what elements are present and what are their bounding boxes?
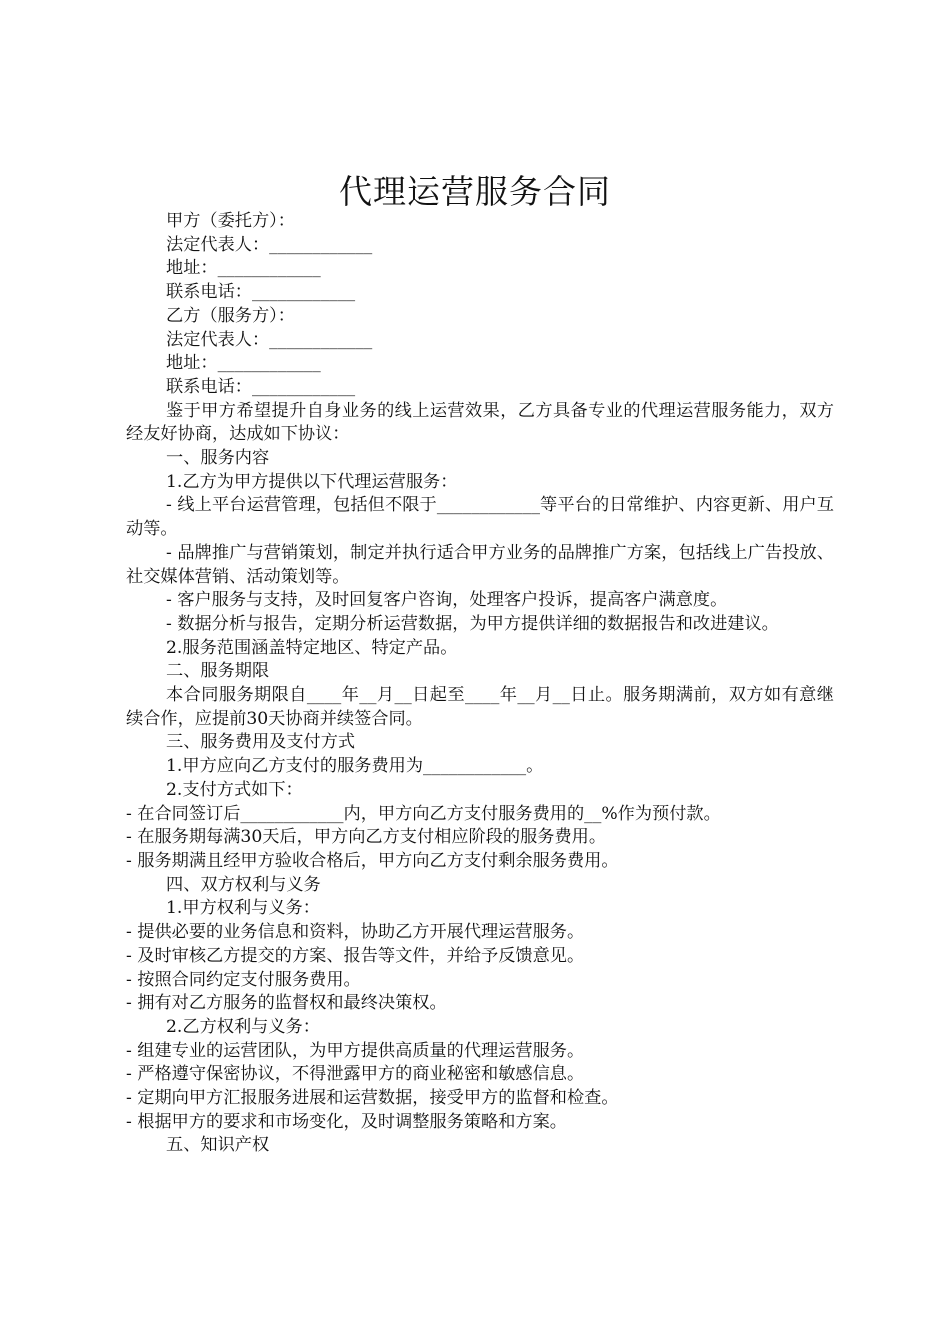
contract-line: 二、服务期限 bbox=[166, 661, 270, 682]
contract-paragraph: 鉴于甲方希望提升自身业务的线上运营效果，乙方具备专业的代理运营服务能力，双方经友好协商，达成如下协议： bbox=[126, 400, 834, 445]
contract-paragraph: - 线上平台运营管理，包括但不限于____________等平台的日常维护、内容更新、用户互动等。 bbox=[126, 495, 834, 540]
contract-line: 甲方（委托方）： bbox=[166, 211, 295, 231]
contract-line: 1.甲方应向乙方支付的服务费用为____________。 bbox=[166, 756, 544, 777]
contract-line: - 严格遵守保密协议，不得泄露甲方的商业秘密和敏感信息。 bbox=[126, 1064, 585, 1085]
contract-line: 1.乙方为甲方提供以下代理运营服务： bbox=[166, 471, 458, 492]
contract-line: 1.甲方权利与义务： bbox=[166, 898, 320, 919]
contract-line: - 拥有对乙方服务的监督权和最终决策权。 bbox=[126, 993, 447, 1014]
contract-line: 2.支付方式如下： bbox=[166, 779, 303, 800]
contract-line: 四、双方权利与义务 bbox=[166, 874, 321, 895]
contract-line: - 定期向甲方汇报服务进展和运营数据，接受甲方的监督和检查。 bbox=[126, 1088, 619, 1109]
contract-paragraph: - 数据分析与报告，定期分析运营数据，为甲方提供详细的数据报告和改进建议。 bbox=[166, 613, 779, 634]
contract-line: - 按照合同约定支付服务费用。 bbox=[126, 969, 361, 990]
contract-line: 地址：____________ bbox=[166, 258, 321, 279]
contract-line: 法定代表人：____________ bbox=[166, 329, 373, 350]
contract-line: - 提供必要的业务信息和资料，协助乙方开展代理运营服务。 bbox=[126, 922, 585, 943]
contract-line: 五、知识产权 bbox=[166, 1135, 270, 1156]
contract-paragraph: 本合同服务期限自____年__月__日起至____年__月__日止。服务期满前，双方如有意继续合作，应提前30天协商并续签合同。 bbox=[126, 685, 834, 729]
contract-line: - 根据甲方的要求和市场变化，及时调整服务策略和方案。 bbox=[126, 1111, 567, 1132]
contract-line: 联系电话：____________ bbox=[166, 282, 356, 303]
contract-line: - 服务期满且经甲方验收合格后，甲方向乙方支付剩余服务费用。 bbox=[126, 850, 619, 871]
contract-line: 联系电话：____________ bbox=[166, 376, 356, 397]
contract-line: - 在合同签订后____________内，甲方向乙方支付服务费用的__%作为预付款。 bbox=[126, 803, 721, 824]
contract-line: - 在服务期每满30天后，甲方向乙方支付相应阶段的服务费用。 bbox=[126, 827, 607, 848]
contract-line: 三、服务费用及支付方式 bbox=[166, 732, 356, 753]
contract-line: 2.服务范围涵盖特定地区、特定产品。 bbox=[166, 637, 458, 658]
contract-line: 2.乙方权利与义务： bbox=[166, 1016, 320, 1037]
document-body bbox=[126, 210, 834, 1158]
contract-line: - 组建专业的运营团队，为甲方提供高质量的代理运营服务。 bbox=[126, 1040, 585, 1061]
contract-line: - 及时审核乙方提交的方案、报告等文件，并给予反馈意见。 bbox=[126, 945, 585, 966]
contract-line: 法定代表人：____________ bbox=[166, 234, 373, 255]
contract-paragraph: - 品牌推广与营销策划，制定并执行适合甲方业务的品牌推广方案，包括线上广告投放、社交媒体营销、活动策划等。 bbox=[126, 542, 834, 587]
contract-line: - 客户服务与支持，及时回复客户咨询，处理客户投诉，提高客户满意度。 bbox=[166, 590, 728, 611]
contract-line: 一、服务内容 bbox=[166, 448, 270, 469]
document-title: 代理运营服务合同 bbox=[339, 172, 611, 211]
contract-line: 乙方（服务方）： bbox=[166, 305, 295, 326]
contract-line: 地址：____________ bbox=[166, 353, 321, 374]
